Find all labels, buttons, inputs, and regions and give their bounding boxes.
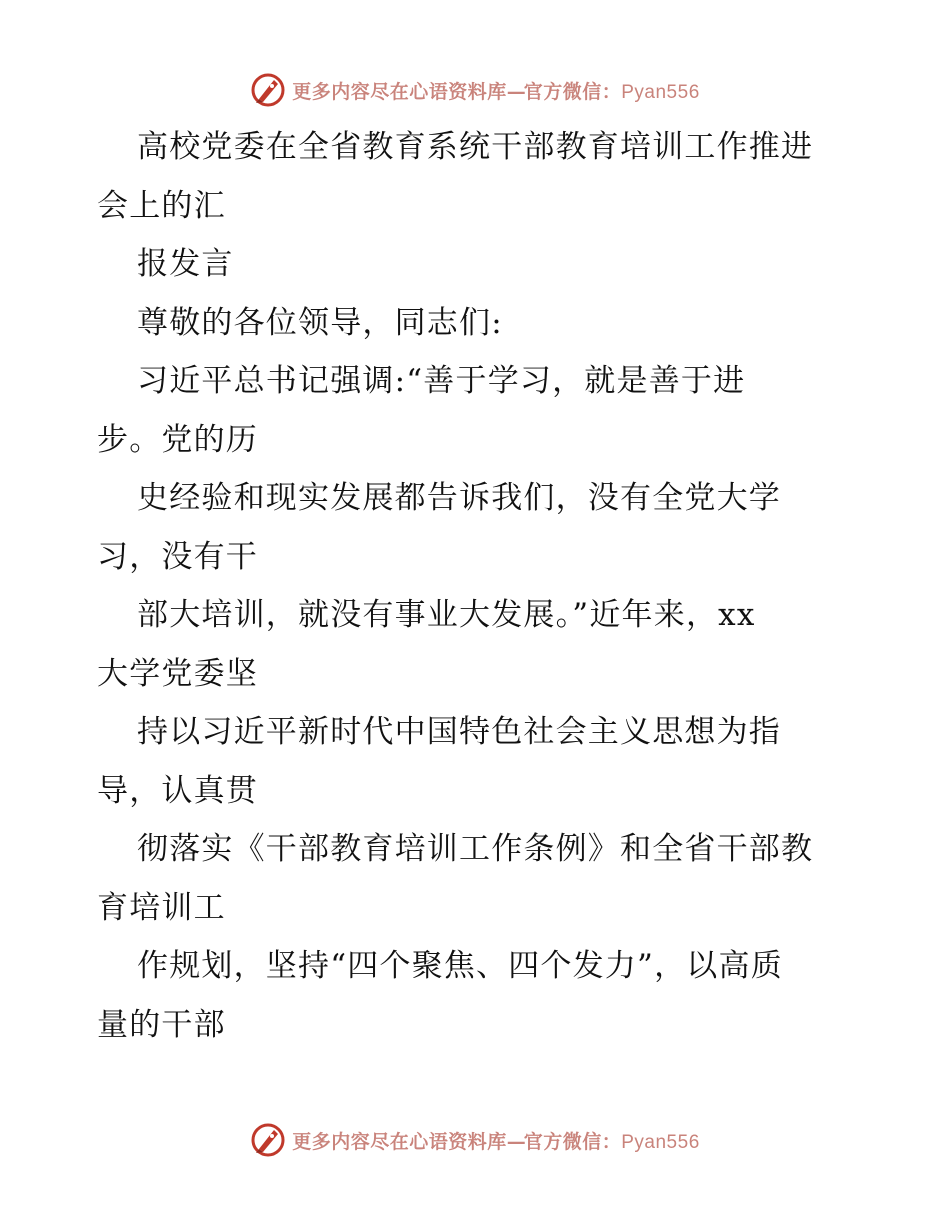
text-line: 报发言 — [137, 246, 234, 282]
watermark-text: 更多内容尽在心语资料库—官方微信：Pyan556 — [292, 1130, 700, 1153]
text-line: 史经验和现实发展都告诉我们，没有全党大学 — [137, 480, 781, 516]
text-line: 彻落实《干部教育培训工作条例》和全省干部教 — [137, 831, 814, 867]
quill-logo-icon — [250, 72, 286, 108]
text-line: 育培训工 — [97, 889, 226, 926]
text-line: 会上的汇 — [97, 187, 226, 224]
text-line: 习，没有干 — [97, 538, 258, 575]
text-line: 步。党的历 — [97, 421, 258, 458]
text-line: 持以习近平新时代中国特色社会主义思想为指 — [137, 714, 781, 750]
text-line: 习近平总书记强调:“善于学习，就是善于进 — [137, 363, 746, 399]
footer-watermark — [0, 1120, 950, 1160]
quill-logo-icon — [250, 1122, 286, 1158]
header-watermark — [0, 70, 950, 110]
text-line: 尊敬的各位领导，同志们: — [137, 304, 503, 341]
text-line: 量的干部 — [97, 1006, 226, 1043]
text-line: 作规划，坚持“四个聚焦、四个发力”，以高质 — [137, 948, 783, 984]
text-line: 导，认真贯 — [97, 772, 258, 809]
document-body — [97, 118, 867, 1054]
text-line: 大学党委坚 — [97, 655, 258, 692]
text-line: 部大培训，就没有事业大发展。”近年来，xx — [137, 597, 756, 633]
text-line: 高校党委在全省教育系统干部教育培训工作推进 — [137, 129, 814, 165]
watermark-text: 更多内容尽在心语资料库—官方微信：Pyan556 — [292, 80, 700, 103]
